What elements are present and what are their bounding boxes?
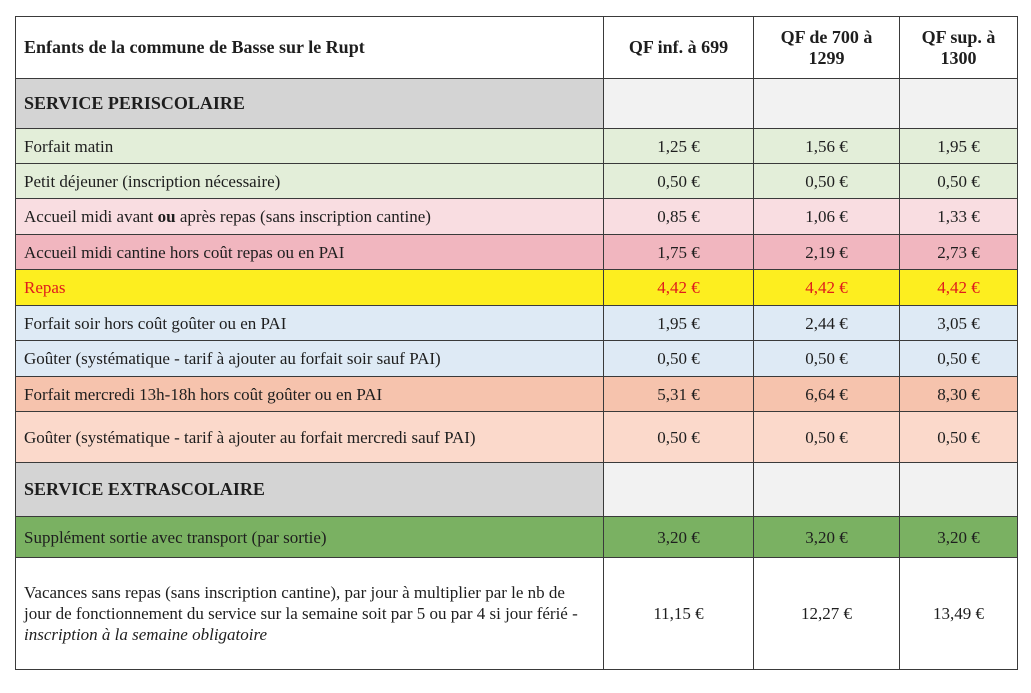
value-qf-low: 0,50 € <box>604 341 754 377</box>
table-row <box>16 235 1018 270</box>
value-qf-low: 4,42 € <box>604 270 754 306</box>
header-qf-high: QF sup. à 1300 <box>900 17 1018 79</box>
value-qf-high: 13,49 € <box>900 558 1018 670</box>
header-row <box>16 17 1018 79</box>
row-label: Forfait mercredi 13h-18h hors coût goûter ou en PAI <box>16 377 604 412</box>
value-qf-low: 3,20 € <box>604 517 754 558</box>
value-qf-low: 1,75 € <box>604 235 754 270</box>
value-qf-mid: 0,50 € <box>754 341 900 377</box>
table-row-repas <box>16 270 1018 306</box>
row-label: Vacances sans repas (sans inscription cantine), par jour à multiplier par le nb de jour de fonctionnement du service sur la semaine soit par 5 ou par 4 si jour férié - inscription à la semaine obligatoire <box>16 558 604 670</box>
italic-note: inscription à la semaine obligatoire <box>24 625 268 644</box>
value-qf-high: 0,50 € <box>900 164 1018 199</box>
value-qf-high: 8,30 € <box>900 377 1018 412</box>
section-title-periscolaire: SERVICE PERISCOLAIRE <box>16 79 604 129</box>
table-row <box>16 412 1018 463</box>
row-label: Goûter (systématique - tarif à ajouter au forfait mercredi sauf PAI) <box>16 412 604 463</box>
header-qf-mid: QF de 700 à 1299 <box>754 17 900 79</box>
value-qf-mid: 6,64 € <box>754 377 900 412</box>
value-qf-high: 2,73 € <box>900 235 1018 270</box>
value-qf-mid: 4,42 € <box>754 270 900 306</box>
value-qf-mid: 0,50 € <box>754 412 900 463</box>
row-label: Goûter (systématique - tarif à ajouter au forfait soir sauf PAI) <box>16 341 604 377</box>
section-title-extrascolaire: SERVICE EXTRASCOLAIRE <box>16 463 604 517</box>
table-row-vacances <box>16 558 1018 670</box>
value-qf-mid: 12,27 € <box>754 558 900 670</box>
value-qf-high: 0,50 € <box>900 412 1018 463</box>
value-qf-mid: 2,19 € <box>754 235 900 270</box>
row-label: Repas <box>16 270 604 306</box>
table-row <box>16 341 1018 377</box>
tariff-table <box>15 16 1018 670</box>
table-row <box>16 129 1018 164</box>
row-label: Forfait soir hors coût goûter ou en PAI <box>16 306 604 341</box>
row-label: Accueil midi avant ou après repas (sans inscription cantine) <box>16 199 604 235</box>
value-qf-low: 5,31 € <box>604 377 754 412</box>
value-qf-high: 3,20 € <box>900 517 1018 558</box>
value-qf-mid: 2,44 € <box>754 306 900 341</box>
table-row <box>16 377 1018 412</box>
value-qf-low: 0,50 € <box>604 164 754 199</box>
value-qf-low: 11,15 € <box>604 558 754 670</box>
row-label: Petit déjeuner (inscription nécessaire) <box>16 164 604 199</box>
value-qf-high: 0,50 € <box>900 341 1018 377</box>
table-row <box>16 306 1018 341</box>
table-row <box>16 164 1018 199</box>
value-qf-low: 1,95 € <box>604 306 754 341</box>
table-row <box>16 517 1018 558</box>
value-qf-mid: 0,50 € <box>754 164 900 199</box>
table-title: Enfants de la commune de Basse sur le Rupt <box>16 17 604 79</box>
header-qf-low: QF inf. à 699 <box>604 17 754 79</box>
value-qf-mid: 3,20 € <box>754 517 900 558</box>
value-qf-high: 4,42 € <box>900 270 1018 306</box>
section-row-extrascolaire <box>16 463 1018 517</box>
value-qf-low: 0,85 € <box>604 199 754 235</box>
value-qf-mid: 1,06 € <box>754 199 900 235</box>
emphasis-ou: ou <box>157 207 176 226</box>
value-qf-low: 1,25 € <box>604 129 754 164</box>
value-qf-high: 1,33 € <box>900 199 1018 235</box>
value-qf-low: 0,50 € <box>604 412 754 463</box>
row-label: Accueil midi cantine hors coût repas ou en PAI <box>16 235 604 270</box>
value-qf-high: 3,05 € <box>900 306 1018 341</box>
row-label: Forfait matin <box>16 129 604 164</box>
table-row <box>16 199 1018 235</box>
value-qf-mid: 1,56 € <box>754 129 900 164</box>
section-row-periscolaire <box>16 79 1018 129</box>
row-label: Supplément sortie avec transport (par sortie) <box>16 517 604 558</box>
value-qf-high: 1,95 € <box>900 129 1018 164</box>
